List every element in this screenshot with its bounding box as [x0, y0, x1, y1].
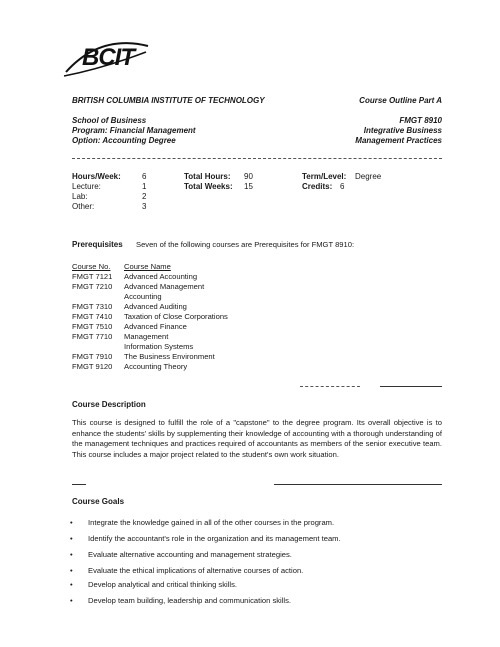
hours-week-label: Hours/Week:: [72, 172, 121, 181]
credits-value: 6: [340, 182, 345, 191]
total-hours-value: 90: [244, 172, 253, 181]
prereq-code: FMGT 9120: [72, 362, 113, 371]
program-name: Program: Financial Management: [72, 126, 196, 135]
term-level-value: Degree: [355, 172, 382, 181]
lecture-value: 1: [142, 182, 147, 191]
prereq-code: FMGT 7710: [72, 332, 113, 341]
prereq-name: Advanced Accounting: [124, 272, 198, 281]
lab-value: 2: [142, 192, 147, 201]
divider-line: [72, 158, 442, 159]
prereq-code: FMGT 7410: [72, 312, 113, 321]
bullet-icon: •: [70, 566, 73, 575]
prereq-code: FMGT 7910: [72, 352, 113, 361]
goal-text: Evaluate the ethical implications of alternative courses of action.: [88, 566, 304, 575]
divider-line: [72, 484, 86, 485]
goal-text: Identify the accountant's role in the organization and its management team.: [88, 534, 341, 543]
lab-label: Lab:: [72, 192, 88, 201]
bullet-icon: •: [70, 518, 73, 527]
logo-text: BCIT: [82, 44, 134, 71]
prerequisites-intro: Seven of the following courses are Prerequisites for FMGT 8910:: [136, 240, 355, 249]
prereq-name: Taxation of Close Corporations: [124, 312, 228, 321]
hours-week-value: 6: [142, 172, 147, 181]
prereq-name: Advanced Management Accounting: [124, 282, 205, 301]
goals-label: Course Goals: [72, 497, 125, 506]
other-label: Other:: [72, 202, 95, 211]
prereq-code: FMGT 7210: [72, 282, 113, 291]
prereq-code: FMGT 7121: [72, 272, 113, 281]
total-weeks-label: Total Weeks:: [184, 182, 233, 191]
goal-text: Develop analytical and critical thinking skills.: [88, 580, 237, 589]
institute-name: BRITISH COLUMBIA INSTITUTE OF TECHNOLOGY: [72, 96, 265, 105]
goal-text: Integrate the knowledge gained in all of the other courses in the program.: [88, 518, 335, 527]
other-value: 3: [142, 202, 147, 211]
credits-label: Credits:: [302, 182, 333, 191]
prereq-code: FMGT 7310: [72, 302, 113, 311]
lecture-label: Lecture:: [72, 182, 101, 191]
bullet-icon: •: [70, 534, 73, 543]
description-label: Course Description: [72, 400, 146, 409]
prereq-name: Management Information Systems: [124, 332, 194, 351]
course-title-line-2: Management Practices: [355, 136, 442, 145]
bcit-logo: [60, 38, 150, 82]
bullet-icon: •: [70, 550, 73, 559]
divider-line: [300, 386, 360, 387]
description-text: This course is designed to fulfill the role of a "capstone" to the degree program. Its overall objective is to enhance the students' skills by supplementing their knowledge of accounting with a thorough understanding of the management techniques and practices required of accountants as members of the senior executive team. This course includes a major project related to the student's own work situation.: [72, 418, 442, 459]
option-name: Option: Accounting Degree: [72, 136, 176, 145]
prereq-name: Accounting Theory: [124, 362, 188, 371]
term-level-label: Term/Level:: [302, 172, 347, 181]
prerequisites-label: Prerequisites: [72, 240, 123, 249]
goal-text: Develop team building, leadership and communication skills.: [88, 596, 292, 605]
course-no-header: Course No.: [72, 262, 111, 271]
prereq-name: Advanced Finance: [124, 322, 187, 331]
divider-line: [274, 484, 442, 485]
prereq-code: FMGT 7510: [72, 322, 113, 331]
bullet-icon: •: [70, 580, 73, 589]
total-weeks-value: 15: [244, 182, 253, 191]
course-code: FMGT 8910: [399, 116, 442, 125]
goal-text: Evaluate alternative accounting and management strategies.: [88, 550, 292, 559]
divider-line: [380, 386, 442, 387]
total-hours-label: Total Hours:: [184, 172, 231, 181]
doc-type: Course Outline Part A: [359, 96, 442, 105]
school-name: School of Business: [72, 116, 147, 125]
course-name-header: Course Name: [124, 262, 171, 271]
prereq-name: The Business Environment: [124, 352, 215, 361]
bullet-icon: •: [70, 596, 73, 605]
prereq-name: Advanced Auditing: [124, 302, 187, 311]
course-title-line-1: Integrative Business: [363, 126, 442, 135]
